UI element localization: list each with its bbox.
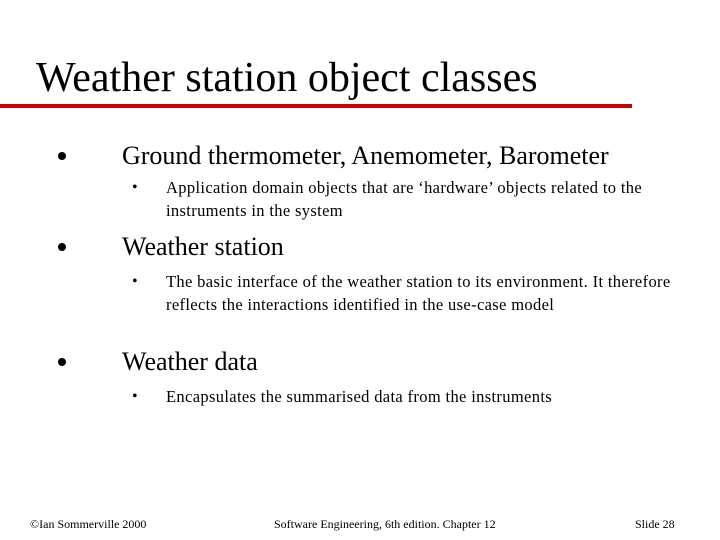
bullet-dot-icon bbox=[58, 243, 66, 251]
sub-bullet-text: Application domain objects that are ‘hardware’ objects related to the instruments in the system bbox=[166, 178, 643, 220]
slide-title: Weather station object classes bbox=[36, 55, 538, 101]
footer-book: Software Engineering, 6th edition. Chapter 12 bbox=[274, 517, 496, 531]
sub-bullet-mark: • bbox=[132, 388, 138, 405]
footer-copyright: ©Ian Sommerville 2000 bbox=[30, 517, 147, 531]
sub-bullet-mark: • bbox=[132, 179, 138, 196]
sub-bullet-text: Encapsulates the summarised data from the instruments bbox=[166, 387, 553, 406]
bullet-text: Ground thermometer, Anemometer, Barometer bbox=[122, 141, 609, 170]
sub-bullet-text: The basic interface of the weather station to its environment. It therefore reflects the interactions identified in the use-case model bbox=[166, 272, 671, 314]
bullet-dot-icon bbox=[58, 358, 66, 366]
sub-bullet-mark: • bbox=[132, 273, 138, 290]
footer-slide-number: Slide 28 bbox=[635, 517, 675, 531]
bullet-dot-icon bbox=[58, 152, 66, 160]
bullet-text: Weather data bbox=[122, 347, 258, 376]
bullet-text: Weather station bbox=[122, 232, 284, 261]
